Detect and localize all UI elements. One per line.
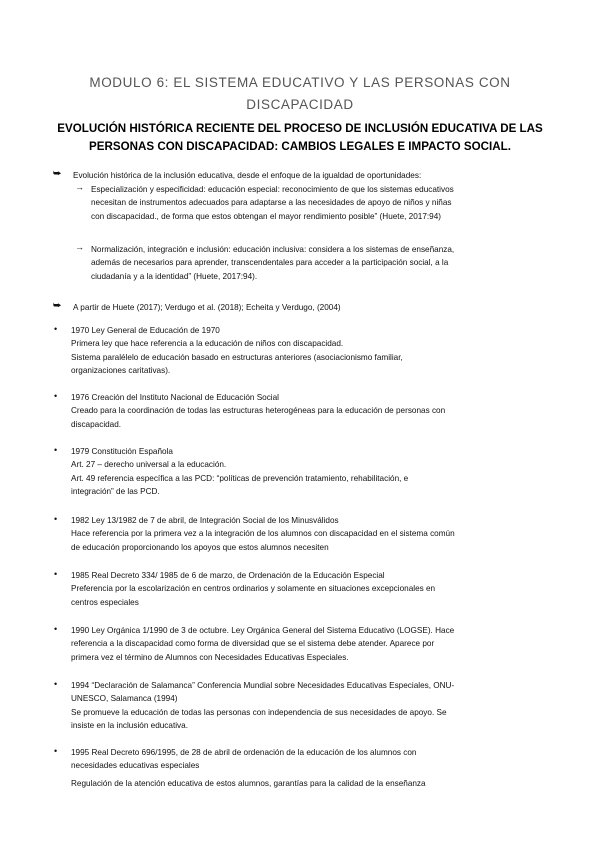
timeline-entry [71, 569, 435, 609]
entry-text: Creado para la coordinación de todas las estructuras heterogéneas para la educación de personas con [71, 406, 446, 416]
entry-title: 1995 Real Decreto 696/1995, de 28 de abril de ordenación de la educación de los alumnos con [71, 748, 417, 757]
entry-text: primera vez el término de Alumnos con Necesidades Educativas Especiales. [71, 652, 349, 662]
entry-text: UNESCO, Salamanca (1994) [71, 694, 178, 704]
entry-title: 1982 Ley 13/1982 de 7 de abril, de Integración Social de los Minusválidos [71, 516, 339, 525]
text-line: Normalización, integración e inclusión: educación inclusiva: considera a los sistemas de enseñanza, [91, 245, 455, 254]
main-heading [55, 120, 545, 156]
timeline-entry [71, 391, 445, 431]
text-line: necesitan de instrumentos adecuados para adaptarse a las necesidades de apoyo de niños y niñas [91, 198, 452, 208]
text-line: con discapacidad., de forma que estos obtengan el mayor rendimiento posible” (Huete, 2017:94) [91, 211, 441, 221]
bullet-icon: • [54, 445, 58, 455]
entry-text: Primera ley que hace referencia a la educación de niños con discapacidad. [71, 339, 344, 349]
arrowhead-bullet-icon: ⮩ [53, 168, 62, 178]
right-arrow-icon: → [75, 182, 84, 192]
bullet-icon: • [54, 514, 58, 524]
main-heading-line: PERSONAS CON DISCAPACIDAD: CAMBIOS LEGALES E IMPACTO SOCIAL. [89, 140, 511, 153]
entry-text: Preferencia por la escolarización en centros ordinarios y solamente en situaciones excepcionales en [71, 584, 436, 594]
entry-text: insiste en la inclusión educativa. [71, 720, 188, 730]
intro-sub-point [91, 243, 454, 283]
entry-text: Se promueve la educación de todas las personas con independencia de sus necesidades de apoyo. Se [71, 707, 447, 717]
entry-text: referencia a la discapacidad como forma de diversidad que se el sistema debe atender. Aparece por [71, 639, 435, 649]
entry-text: centros especiales [71, 597, 139, 607]
text-line: Especialización y especificidad: educación especial: reconocimiento de que los sistemas educativos [91, 185, 454, 194]
entry-text: Sistema paralélelo de educación basado en estructuras anteriores (asociacionismo familiar, [71, 352, 403, 362]
bullet-icon: • [54, 324, 58, 334]
entry-text: integración” de las PCD. [71, 486, 160, 496]
entry-title: 1990 Ley Orgánica 1/1990 de 3 de octubre. Ley Orgánica General del Sistema Educativo (LOGSE). Hace [71, 626, 455, 635]
sources-line: A partir de Huete (2017); Verdugo et al. (2018); Echeita y Verdugo, (2004) [73, 303, 341, 312]
bullet-icon: • [54, 624, 58, 634]
bullet-icon: • [54, 746, 58, 756]
bullet-icon: • [54, 679, 58, 689]
text-line: además de necesarios para aprender, transcendentales para acceder a la participación social, a la [91, 258, 449, 268]
right-arrow-icon: → [75, 242, 84, 252]
timeline-entry [71, 679, 454, 732]
timeline-entry [71, 624, 454, 664]
timeline-entry [71, 445, 408, 498]
bullet-icon: • [54, 569, 58, 579]
entry-text: Art. 27 – derecho universal a la educación. [71, 460, 227, 470]
bullet-icon: • [54, 391, 58, 401]
timeline-entry [71, 746, 426, 790]
module-title-line: MODULO 6: EL SISTEMA EDUCATIVO Y LAS PERSONAS CON [89, 75, 511, 90]
entry-text: Art. 49 referencia específica a las PCD: “políticas de prevención tratamiento, rehabilitación, e [71, 473, 409, 483]
intro-sub-point [91, 183, 454, 223]
entry-text: Regulación de la atención educativa de estos alumnos, garantías para la calidad de la enseñanza [71, 778, 426, 788]
entry-title: 1994 “Declaración de Salamanca” Conferencia Mundial sobre Necesidades Educativas Especiales, ONU- [71, 681, 455, 690]
entry-text: organizaciones caritativas). [71, 365, 171, 375]
entry-text: discapacidad. [71, 419, 122, 429]
entry-text: de educación proporcionando los apoyos que estos alumnos necesiten [71, 542, 329, 552]
entry-title: 1985 Real Decreto 334/ 1985 de 6 de marzo, de Ordenación de la Educación Especial [71, 571, 385, 580]
text-line: ciudadanía y a la identidad” (Huete, 2017:94). [91, 271, 258, 281]
module-title [60, 72, 540, 116]
arrowhead-bullet-icon: ⮩ [53, 300, 62, 310]
module-title-line: DISCAPACIDAD [246, 97, 354, 112]
entry-title: 1970 Ley General de Educación de 1970 [71, 326, 220, 335]
entry-text: necesidades educativas especiales [71, 761, 200, 771]
main-heading-line: EVOLUCIÓN HISTÓRICA RECIENTE DEL PROCESO DE INCLUSIÓN EDUCATIVA DE LAS [57, 122, 543, 135]
timeline-entry [71, 514, 455, 554]
entry-title: 1979 Constitución Española [71, 447, 173, 456]
intro-line: Evolución histórica de la inclusión educativa, desde el enfoque de la igualdad de oportunidades: [73, 171, 422, 180]
entry-title: 1976 Creación del Instituto Nacional de Educación Social [71, 393, 280, 402]
entry-text: Hace referencia por la primera vez a la integración de los alumnos con discapacidad en el sistema común [71, 529, 455, 539]
timeline-entry [71, 324, 403, 377]
